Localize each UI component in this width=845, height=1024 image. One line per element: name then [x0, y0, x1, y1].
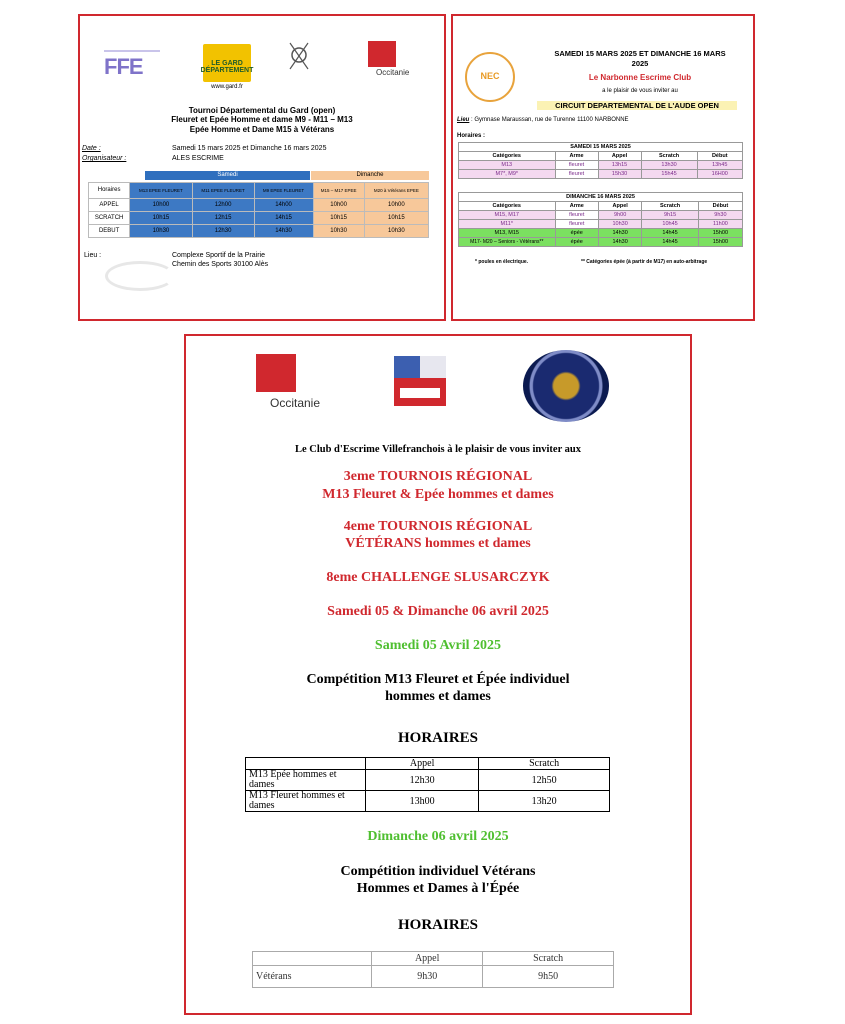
column-header: M11 EPEE FLEURET [192, 183, 254, 199]
table-cell: M17- M20 – Seniors - Vétérans** [459, 238, 556, 247]
narbonne-flyer [451, 14, 755, 321]
table-header-row [246, 758, 610, 770]
event-year: 2025 [631, 59, 649, 68]
horaires-heading-1: HORAIRES [397, 730, 479, 746]
ffe-logo-bar [104, 50, 160, 52]
table-row [89, 225, 429, 238]
column-header: Appel [366, 758, 479, 770]
table-title-row [459, 193, 743, 202]
table-cell: 10h00 [313, 199, 364, 212]
table-row [246, 791, 610, 812]
tournament-subtitle-2: Epée Homme et Dame M15 à Vétérans [189, 125, 335, 134]
table-row [459, 211, 743, 220]
organizer-label: Organisateur : [82, 155, 127, 162]
occitanie-logo [368, 41, 396, 67]
occitanie-logo [256, 354, 296, 392]
table-row [459, 220, 743, 229]
column-header [246, 758, 366, 770]
table-row [89, 199, 429, 212]
sunday-heading: Dimanche 06 avril 2025 [367, 829, 509, 844]
lieu-line [457, 117, 629, 123]
table-cell: 10h00 [130, 199, 192, 212]
saturday-heading: Samedi 05 Avril 2025 [374, 638, 502, 653]
event-line-2: M13 Fleuret & Epée hommes et dames [322, 487, 554, 502]
column-header: Appel [372, 952, 483, 966]
table-cell: 13h20 [479, 791, 610, 812]
event-dates: SAMEDI 15 MARS 2025 ET DIMANCHE 16 MARS [554, 49, 726, 58]
table-cell: 12h50 [479, 770, 610, 791]
table-cell: 10h15 [130, 212, 192, 225]
table-cell: 13h15 [598, 161, 641, 170]
event-line-3: 4eme TOURNOIS RÉGIONAL [343, 519, 533, 534]
column-header: M9 EPEE FLEURET [254, 183, 313, 199]
table-cell: fleuret [555, 161, 598, 170]
circuit-title: CIRCUIT DEPARTEMENTAL DE L'AUDE OPEN [537, 101, 737, 110]
table-row [459, 170, 743, 179]
table-cell: 10h15 [364, 212, 428, 225]
table-cell: 10h30 [130, 225, 192, 238]
competition-2-line-1: Compétition individuel Vétérans [340, 864, 536, 879]
tournament-title: Tournoi Départemental du Gard (open) [188, 106, 336, 115]
table-cell: 14h15 [254, 212, 313, 225]
table-cell: 15h00 [698, 229, 742, 238]
row-label: DEBUT [89, 225, 130, 238]
table-cell: 10h15 [313, 212, 364, 225]
column-header: M13 EPEE FLEURET [130, 183, 192, 199]
column-header: Début [698, 202, 742, 211]
table-cell: 14h00 [254, 199, 313, 212]
decorative-swirl [105, 261, 175, 291]
table-cell: 14h45 [642, 238, 698, 247]
table-cell: 15h45 [641, 170, 697, 179]
saturday-bar: Samedi [145, 171, 310, 180]
ales-schedule-table [88, 182, 429, 238]
date-value: Samedi 15 mars 2025 et Dimanche 16 mars 2025 [172, 145, 327, 152]
column-header: Scratch [479, 758, 610, 770]
event-line-4: VÉTÉRANS hommes et dames [345, 536, 531, 551]
footnote-1: * poules en électrique. [475, 259, 529, 265]
table-cell: M13 Epée hommes et dames [246, 770, 366, 791]
table-cell: 15h00 [698, 238, 742, 247]
competition-2-line-2: Hommes et Dames à l'Épée [356, 881, 520, 896]
column-header: Appel [598, 152, 641, 161]
table-cell: M11* [459, 220, 556, 229]
competition-1-line-1: Compétition M13 Fleuret et Épée individuel [306, 672, 570, 687]
date-label: Date : [82, 145, 101, 152]
column-header: Arme [555, 202, 598, 211]
column-header: Scratch [642, 202, 698, 211]
tournament-subtitle-1: Fleuret et Epée Homme et dame M9 - M11 – M13 [171, 115, 353, 124]
lieu-label: Lieu [457, 117, 470, 123]
table-row [246, 770, 610, 791]
column-header: Catégories [459, 152, 556, 161]
table-header-row [89, 183, 429, 199]
footnote-2: ** Catégories épée (à partir de M17) en auto-arbitrage [581, 259, 708, 265]
table-cell: Vétérans [253, 966, 372, 988]
event-line-5: 8eme CHALLENGE SLUSARCZYK [326, 570, 550, 585]
table-title: DIMANCHE 16 MARS 2025 [459, 193, 743, 202]
table-cell: fleuret [555, 211, 598, 220]
villefranche-logo [392, 354, 448, 408]
row-label: APPEL [89, 199, 130, 212]
table-cell: 12h30 [366, 770, 479, 791]
occitanie-logo-text: Occitanie [270, 396, 321, 410]
event-dates: Samedi 05 & Dimanche 06 avril 2025 [327, 604, 549, 619]
table-cell: 9h30 [698, 211, 742, 220]
column-header: Catégories [459, 202, 556, 211]
column-header: Début [697, 152, 742, 161]
gard-url: www.gard.fr [211, 84, 243, 90]
table-cell: 12h15 [192, 212, 254, 225]
nec-logo-text: NEC [480, 71, 500, 81]
table-cell: M15, M17 [459, 211, 556, 220]
table-cell: 9h15 [642, 211, 698, 220]
table-cell: M13 [459, 161, 556, 170]
table-cell: 10h00 [364, 199, 428, 212]
table-cell: 12h00 [192, 199, 254, 212]
table-cell: 9h50 [483, 966, 614, 988]
sunday-schedule-table [252, 951, 614, 988]
sunday-table [458, 192, 743, 247]
table-row [253, 966, 614, 988]
column-header: M15 – M17 EPEE [313, 183, 364, 199]
table-cell: 10h30 [364, 225, 428, 238]
row-label: SCRATCH [89, 212, 130, 225]
table-row [459, 229, 743, 238]
table-row [89, 212, 429, 225]
table-cell: 15h30 [598, 170, 641, 179]
table-title-row [459, 143, 743, 152]
club-emblem [523, 350, 609, 422]
ales-tournament-flyer [78, 14, 446, 321]
table-cell: 12h30 [192, 225, 254, 238]
organizer-value: ALES ESCRIME [172, 155, 224, 162]
table-cell: 13h00 [366, 791, 479, 812]
club-name: Le Narbonne Escrime Club [588, 73, 692, 82]
column-header: Scratch [483, 952, 614, 966]
table-cell: 13h45 [697, 161, 742, 170]
saturday-schedule-table [245, 757, 610, 812]
column-header: Appel [598, 202, 641, 211]
table-cell: épée [555, 238, 598, 247]
table-cell: 14h45 [642, 229, 698, 238]
table-cell: 10h30 [598, 220, 641, 229]
horaires-label: Horaires : [457, 133, 486, 139]
table-row [459, 161, 743, 170]
table-cell: 9h00 [598, 211, 641, 220]
table-cell: M13 Fleuret hommes et dames [246, 791, 366, 812]
fencer-icon [288, 41, 310, 71]
table-header-row [253, 952, 614, 966]
column-header: M20 à Vétérans EPEE [364, 183, 428, 199]
table-cell: fleuret [555, 170, 598, 179]
table-cell: 9h30 [372, 966, 483, 988]
ffe-logo: FFE [104, 54, 143, 79]
invite-text: Le Club d'Escrime Villefranchois à le plaisir de vous inviter aux [294, 444, 582, 455]
event-line-1: 3eme TOURNOIS RÉGIONAL [343, 469, 533, 484]
invite-text: a le plaisir de vous inviter au [602, 88, 678, 94]
villefranche-flyer [184, 334, 692, 1015]
table-row [459, 238, 743, 247]
sunday-bar: Dimanche [311, 171, 429, 180]
lieu-label: Lieu : [84, 252, 102, 259]
table-cell: 10h45 [642, 220, 698, 229]
table-title: SAMEDI 15 MARS 2025 [459, 143, 743, 152]
table-header-row [459, 152, 743, 161]
table-cell: 11h00 [698, 220, 742, 229]
lieu-line-2: Chemin des Sports 30100 Alès [172, 261, 269, 268]
saturday-table [458, 142, 743, 179]
table-cell: M13, M15 [459, 229, 556, 238]
lieu-line-1: Complexe Sportif de la Prairie [172, 252, 265, 259]
column-header: Arme [555, 152, 598, 161]
occitanie-logo-text: Occitanie [376, 68, 410, 77]
gard-logo-text: LE GARD DÉPARTEMENT [200, 60, 254, 74]
table-cell: M7*, M9* [459, 170, 556, 179]
lieu-value: : Gymnase Maraussan, rue de Turenne 11100 NARBONNE [469, 117, 629, 123]
column-header [253, 952, 372, 966]
table-cell: 13h30 [641, 161, 697, 170]
table-header-row [459, 202, 743, 211]
table-cell: 14h30 [598, 238, 641, 247]
table-cell: 10h30 [313, 225, 364, 238]
table-cell: épée [555, 229, 598, 238]
table-cell: fleuret [555, 220, 598, 229]
horaires-heading-2: HORAIRES [397, 917, 479, 933]
table-cell: 16H00 [697, 170, 742, 179]
table-corner: Horaires [89, 183, 130, 199]
table-cell: 14h30 [254, 225, 313, 238]
competition-1-line-2: hommes et dames [385, 689, 491, 704]
table-cell: 14h30 [598, 229, 641, 238]
column-header: Scratch [641, 152, 697, 161]
